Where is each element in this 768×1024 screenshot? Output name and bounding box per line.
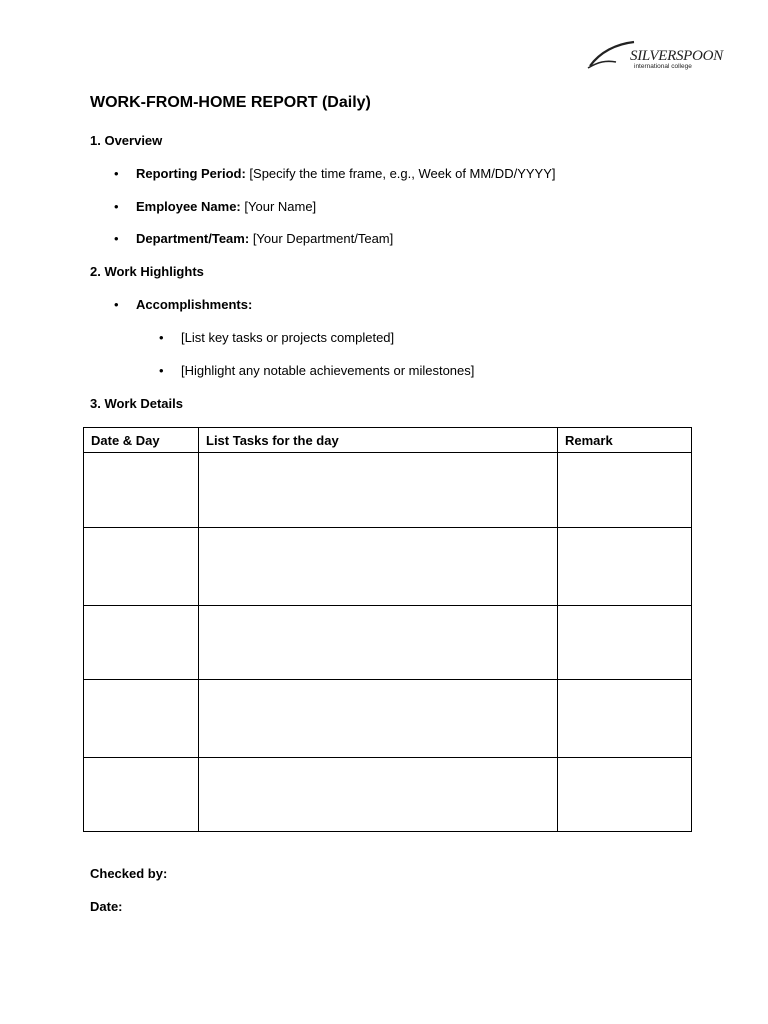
accomplishments-label: Accomplishments: (136, 297, 253, 312)
tasks-cell[interactable] (199, 758, 558, 832)
overview-item-label: Employee Name: (136, 199, 241, 214)
silverspoon-logo (586, 38, 723, 72)
overview-item-label: Reporting Period: (136, 166, 246, 181)
date-label: Date: (90, 899, 123, 914)
remark-cell[interactable] (558, 758, 692, 832)
accomplishment-text: [List key tasks or projects completed] (181, 330, 395, 345)
accomplishment-text: [Highlight any notable achievements or milestones] (181, 363, 475, 378)
bullet-icon: • (114, 199, 119, 214)
section-heading-highlights: 2. Work Highlights (90, 264, 204, 279)
overview-item-value: [Specify the time frame, e.g., Week of MM/DD/YYYY] (249, 166, 556, 181)
svg-text:international college: international college (634, 63, 692, 70)
overview-item-value: [Your Name] (244, 199, 317, 214)
checked-by-label: Checked by: (90, 866, 168, 881)
remark-cell[interactable] (558, 680, 692, 758)
work-details-table (83, 427, 692, 832)
tasks-cell[interactable] (199, 606, 558, 680)
logo-graphic (586, 38, 723, 72)
remark-cell[interactable] (558, 453, 692, 528)
overview-item-reporting-period (114, 166, 556, 182)
date-cell[interactable] (84, 528, 199, 606)
highlights-accomplishments (114, 297, 253, 313)
date-cell[interactable] (84, 606, 199, 680)
table-row (84, 758, 692, 832)
table-row (84, 453, 692, 528)
bullet-icon: • (114, 231, 119, 246)
remark-cell[interactable] (558, 606, 692, 680)
tasks-cell[interactable] (199, 528, 558, 606)
remark-cell[interactable] (558, 528, 692, 606)
column-header-remark: Remark (558, 428, 692, 453)
tasks-cell[interactable] (199, 453, 558, 528)
accomplishment-item (159, 363, 475, 379)
accomplishment-item (159, 330, 395, 346)
tasks-cell[interactable] (199, 680, 558, 758)
date-cell[interactable] (84, 680, 199, 758)
table-row (84, 528, 692, 606)
table-header-row (84, 428, 692, 453)
column-header-date: Date & Day (84, 428, 199, 453)
table-row (84, 680, 692, 758)
overview-item-department (114, 231, 394, 247)
page-title: WORK-FROM-HOME REPORT (Daily) (90, 94, 371, 111)
bullet-icon: • (159, 363, 164, 378)
bullet-icon: • (114, 297, 119, 312)
date-cell[interactable] (84, 453, 199, 528)
section-heading-overview: 1. Overview (90, 133, 163, 148)
table-row (84, 606, 692, 680)
column-header-tasks: List Tasks for the day (199, 428, 558, 453)
overview-item-employee-name (114, 199, 317, 215)
overview-item-label: Department/Team: (136, 231, 250, 246)
bullet-icon: • (114, 166, 119, 181)
bullet-icon: • (159, 330, 164, 345)
overview-item-value: [Your Department/Team] (252, 231, 394, 246)
section-heading-details: 3. Work Details (90, 396, 183, 411)
svg-text:SILVERSPOON: SILVERSPOON (630, 48, 723, 64)
date-cell[interactable] (84, 758, 199, 832)
